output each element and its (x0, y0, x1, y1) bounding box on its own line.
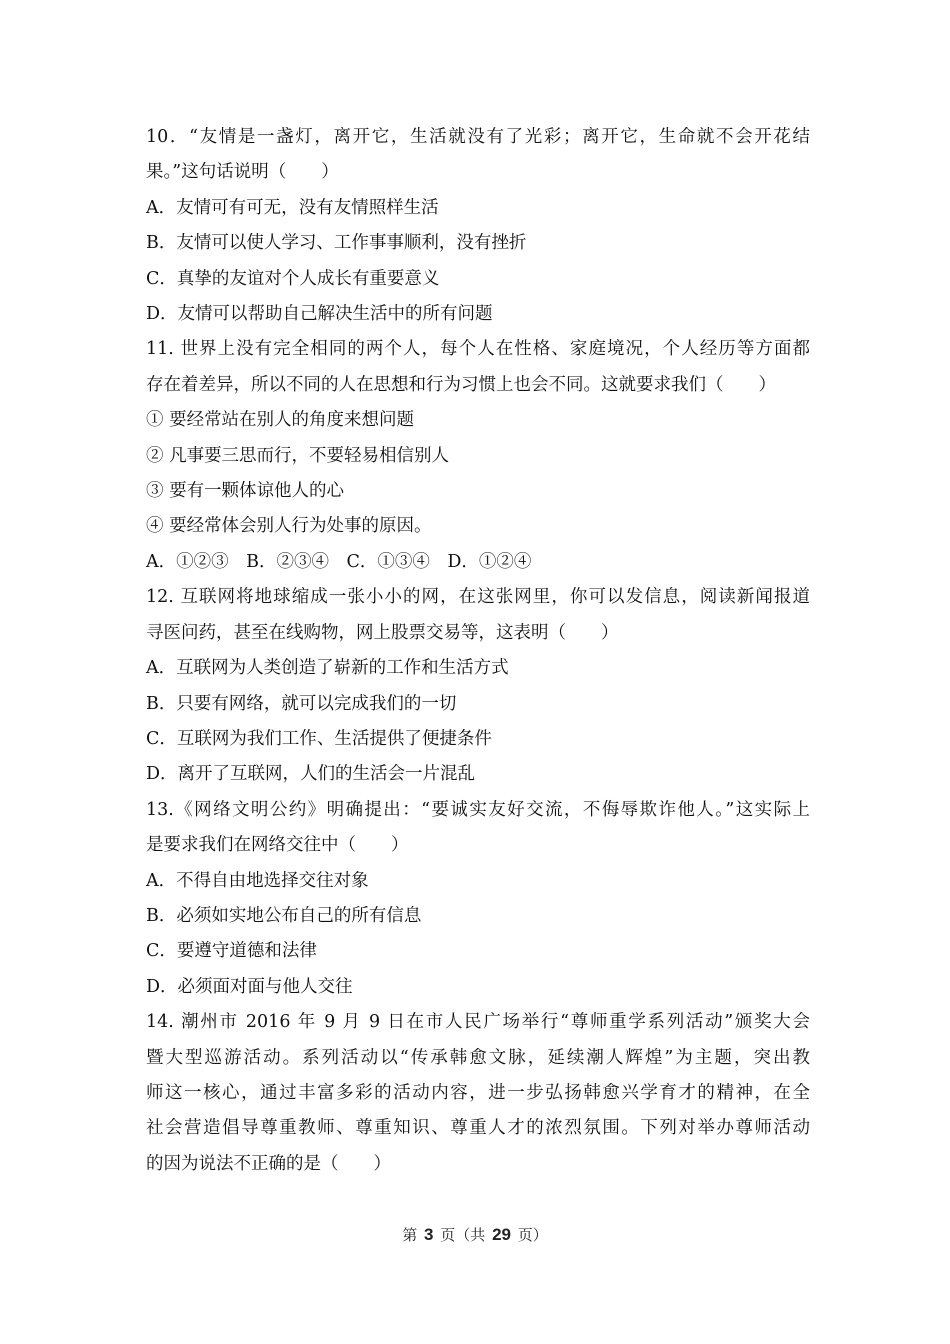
option-d: D．必须面对面与他人交往 (146, 976, 353, 997)
question-stem-line: 12. 互联网将地球缩成一张小小的网，在这张网里，你可以发信息，阅读新闻报道 (146, 587, 810, 608)
option-b: B．必须如实地公布自己的所有信息 (146, 905, 422, 926)
footer-prefix: 第 (402, 1226, 418, 1244)
question-list (146, 120, 810, 1182)
option-c: C．真挚的友谊对个人成长有重要意义 (146, 268, 440, 289)
question-14 (146, 1005, 810, 1182)
question-12 (146, 580, 810, 792)
question-stem-line: 暨大型巡游活动。系列活动以“传承韩愈文脉，延续潮人辉煌”为主题，突出教 (146, 1047, 810, 1068)
total-pages: 29 (492, 1225, 511, 1244)
question-stem-line: 的因为说法不正确的是（ ） (146, 1153, 391, 1174)
option-b: B．友情可以使人学习、工作事事顺利，没有挫折 (146, 233, 527, 254)
question-stem-line: 寻医问药，甚至在线购物，网上股票交易等，这表明（ ） (146, 622, 619, 643)
statement-3: ③ 要有一颗体谅他人的心 (146, 481, 345, 502)
question-stem-line: 是要求我们在网络交往中（ ） (146, 835, 409, 856)
option-row: A．①②③ B．②③④ C．①③④ D．①②④ (146, 551, 532, 572)
option-a: A．友情可有可无，没有友情照样生活 (146, 197, 439, 218)
option-b: B．只要有网络，就可以完成我们的一切 (146, 693, 457, 714)
question-stem-line: 果。”这句话说明（ ） (146, 162, 339, 183)
question-stem-line: 13.《网络文明公约》明确提出：“要诚实友好交流，不侮辱欺诈他人。”这实际上 (146, 799, 810, 820)
question-13 (146, 793, 810, 1005)
footer-middle: 页（共 (440, 1226, 486, 1244)
question-11 (146, 332, 810, 580)
option-d: D．离开了互联网，人们的生活会一片混乱 (146, 764, 476, 785)
question-stem-line: 师这一核心，通过丰富多彩的活动内容，进一步弘扬韩愈兴学育才的精神，在全 (146, 1082, 810, 1103)
footer-suffix: 页） (517, 1226, 548, 1244)
page-footer (0, 1224, 950, 1245)
question-stem-line: 10．“友情是一盏灯，离开它，生活就没有了光彩；离开它，生命就不会开花结 (146, 127, 810, 147)
statement-1: ① 要经常站在别人的角度来想问题 (146, 410, 415, 431)
question-stem-line: 存在着差异，所以不同的人在思想和行为习惯上也会不同。这就要求我们（ ） (146, 374, 776, 395)
option-a: A．互联网为人类创造了崭新的工作和生活方式 (146, 658, 509, 679)
option-c: C．要遵守道德和法律 (146, 941, 317, 962)
option-d: D．友情可以帮助自己解决生活中的所有问题 (146, 304, 493, 325)
question-10 (146, 120, 810, 332)
option-a: A．不得自由地选择交往对象 (146, 870, 369, 891)
question-stem-line: 11. 世界上没有完全相同的两个人，每个人在性格、家庭境况，个人经历等方面都 (146, 339, 810, 360)
statement-2: ② 凡事要三思而行，不要轻易相信别人 (146, 445, 450, 466)
statement-4: ④ 要经常体会别人行为处事的原因。 (146, 516, 432, 537)
question-stem-line: 社会营造倡导尊重教师、尊重知识、尊重人才的浓烈氛围。下列对举办尊师活动 (146, 1118, 810, 1139)
question-stem-line: 14. 潮州市 2016 年 9 月 9 日在市人民广场举行“尊师重学系列活动”颁奖大会 (146, 1012, 810, 1033)
page-number: 3 (424, 1225, 434, 1244)
option-c: C．互联网为我们工作、生活提供了便捷条件 (146, 728, 492, 749)
